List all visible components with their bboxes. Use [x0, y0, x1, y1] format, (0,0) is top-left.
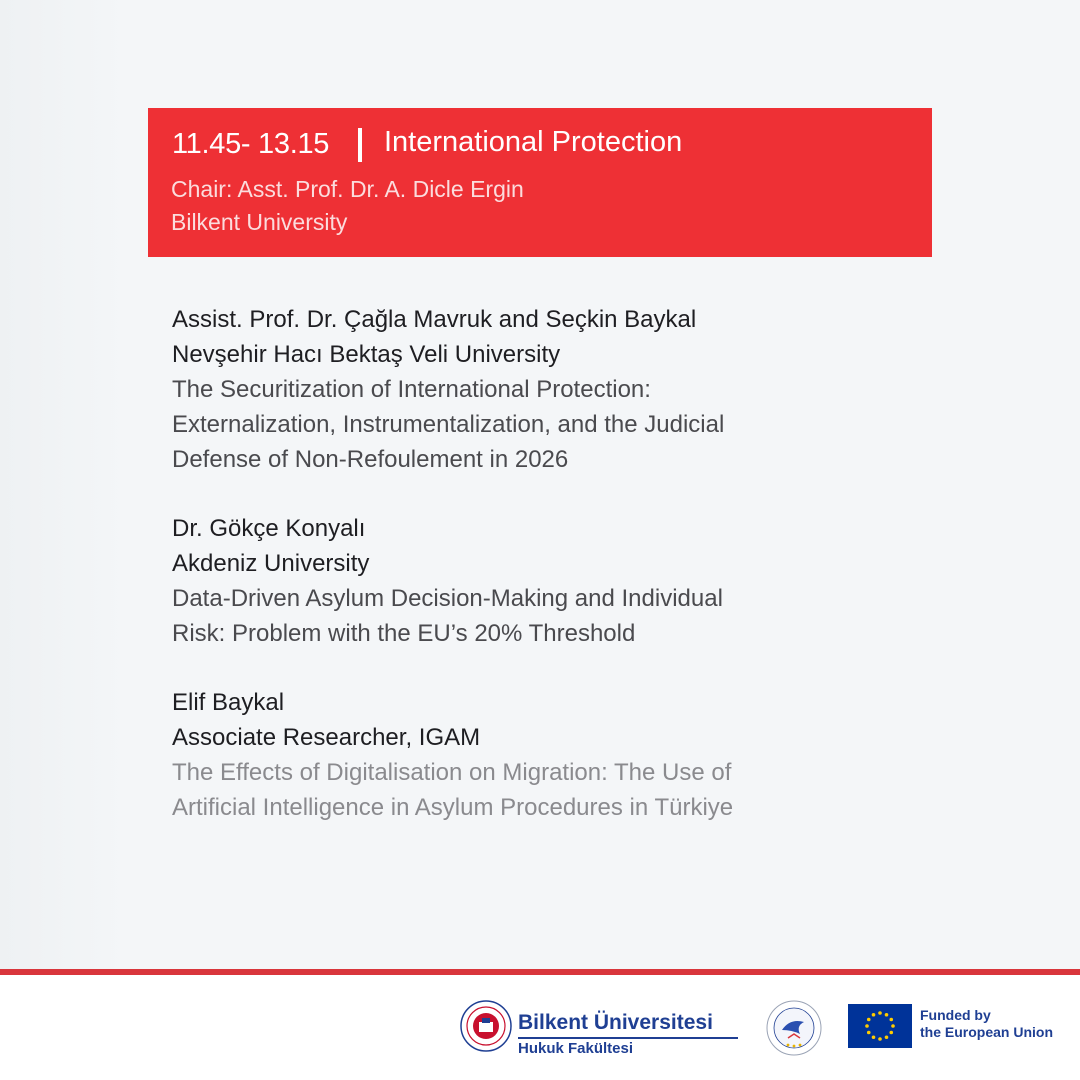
eu-funding-line: the European Union [920, 1024, 1053, 1040]
eu-star-icon [878, 1037, 882, 1041]
session-chair: Chair: Asst. Prof. Dr. A. Dicle Ergin [171, 176, 524, 202]
session-header [148, 108, 932, 257]
talk-item [172, 511, 912, 651]
eu-star-icon [867, 1031, 871, 1035]
talk-paper-title: Data-Driven Asylum Decision-Making and Individual [172, 585, 723, 612]
talk-paper-title: Defense of Non-Refoulement in 2026 [172, 446, 569, 473]
talk-paper-title: The Securitization of International Protection: [172, 376, 651, 403]
talk-speaker: Elif Baykal [172, 689, 285, 716]
eu-star-icon [872, 1013, 876, 1017]
eu-star-icon [878, 1011, 882, 1015]
university-rule [518, 1037, 738, 1039]
eu-star-icon [885, 1013, 889, 1017]
faculty-name: Hukuk Fakültesi [518, 1040, 634, 1057]
talk-list [172, 302, 912, 859]
eu-star-icon [885, 1035, 889, 1039]
talk-item [172, 685, 912, 825]
talk-speaker: Dr. Gökçe Konyalı [172, 515, 366, 542]
chair-seal-logo [766, 1000, 822, 1056]
session-title: International Protection [384, 126, 683, 158]
talk-affiliation: Akdeniz University [172, 550, 370, 577]
eu-funding-text [920, 1007, 1053, 1041]
session-chair-affiliation: Bilkent University [171, 209, 348, 235]
eu-flag-logo [848, 1004, 912, 1048]
eu-star-icon [865, 1024, 869, 1028]
eu-star-icon [872, 1035, 876, 1039]
talk-paper-title: Externalization, Instrumentalization, and the Judicial [172, 411, 725, 438]
talk-item [172, 302, 912, 477]
bilkent-seal-logo [460, 1000, 512, 1052]
talk-paper-title: Risk: Problem with the EU’s 20% Threshold [172, 620, 636, 647]
talk-affiliation: Associate Researcher, IGAM [172, 724, 481, 751]
eu-star-icon [889, 1031, 893, 1035]
header-divider [358, 128, 362, 162]
talk-affiliation: Nevşehir Hacı Bektaş Veli University [172, 341, 561, 368]
talk-paper-title: The Effects of Digitalisation on Migration: The Use of [172, 759, 732, 786]
eu-star-icon [867, 1018, 871, 1022]
eu-funding-line: Funded by [920, 1007, 991, 1023]
talk-speaker: Assist. Prof. Dr. Çağla Mavruk and Seçkin Baykal [172, 306, 697, 333]
university-name: Bilkent Üniversitesi [518, 1011, 713, 1034]
eu-star-icon [889, 1018, 893, 1022]
eu-star-icon [891, 1024, 895, 1028]
talk-paper-title: Artificial Intelligence in Asylum Procedures in Türkiye [172, 794, 734, 821]
session-time: 11.45- 13.15 [172, 128, 330, 160]
